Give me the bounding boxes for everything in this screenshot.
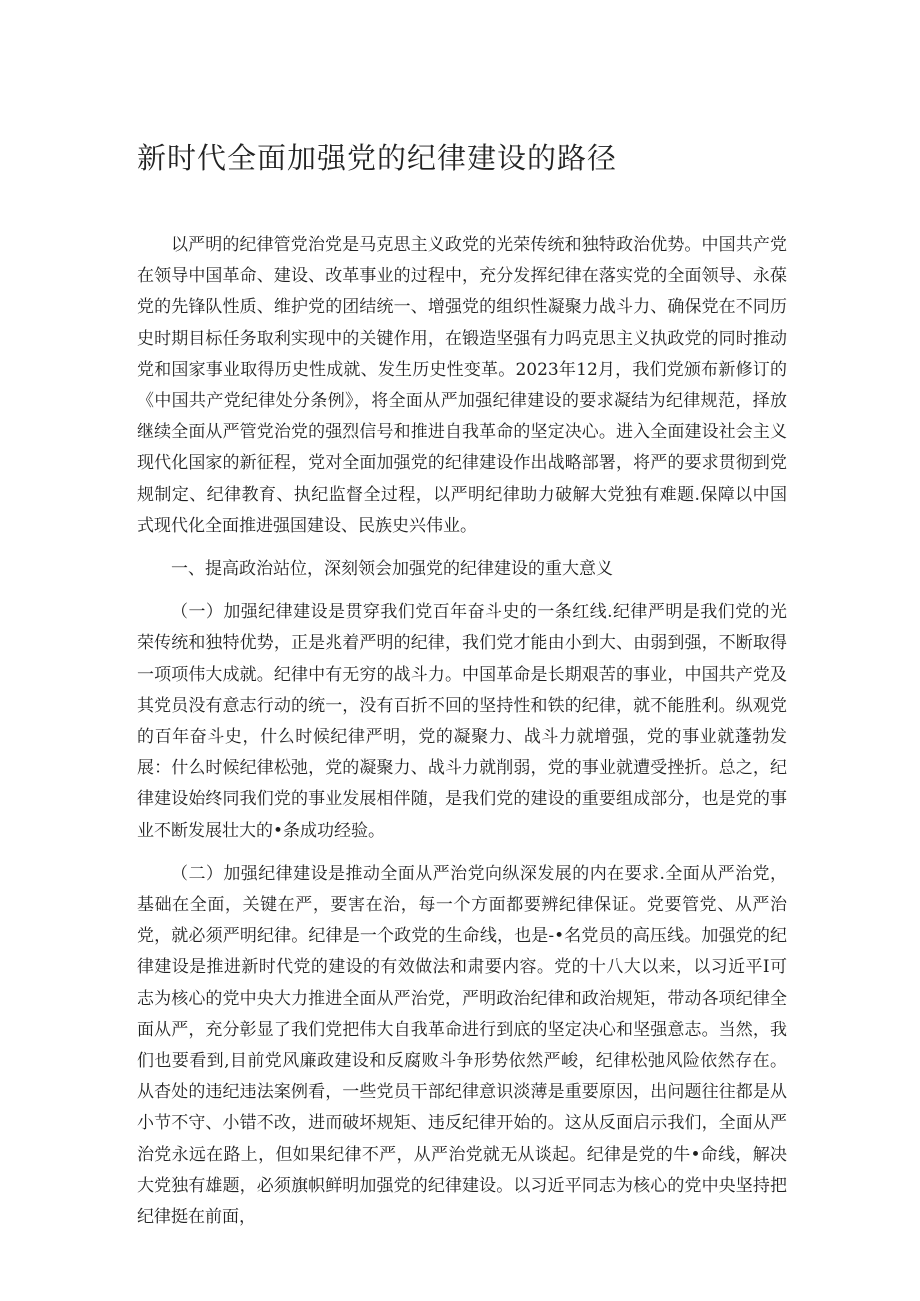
intro-paragraph: 以严明的纪律管党治党是马克思主义政党的光荣传统和独特政治优势。中国共产党在领导中国革命、建设、改革事业的过程中，充分发挥纪律在落实党的全面领导、永葆党的先锋队性质、维护党的团结统一、增强党的组织性凝聚力战斗力、确保党在不同历史时期目标任务取利实现中的关键作用，在锻造坚强有力吗克思主义执政党的同时推动党和国家事业取得历史性成就、发生历史性变革。2023年12月，我们党颁布新修订的《中国共产党纪律处分条例》，将全面从严加强纪律建设的要求凝结为纪律规范，择放继续全面从严管党治党的强烈信号和推进自我革命的坚定决心。进入全面建设社会主义现代化国家的新征程，党对全面加强党的纪律建设作出战略部署，将严的要求贯彻到党规制定、纪律教育、执纪监督全过程，以严明纪律助力破解大党独有难题.保障以中国式现代化全面推进强国建设、民族史兴伟业。 — [137, 235, 787, 536]
document-title: 新时代全面加强党的纪律建设的路径 — [137, 141, 618, 175]
subsection-paragraph-2: （二）加强纪律建设是推动全面从严治党向纵深发展的内在要求.全面从严治党，基础在全面，关键在严，要害在治，每一个方面都要辨纪律保证。党要管党、从严治党，就必须严明纪律。纪律是一个政党的生命线，也是-•名党员的高压线。加强党的纪律建设是推进新时代党的建设的有效做法和肃要内容。党的十八大以来，以习近平I可志为核心的党中央大力推进全面从严治党，严明政治纪律和政治规矩，带动各项纪律全面从严，充分彰显了我们党把伟大自我革命进行到底的坚定决心和坚强意志。当然，我们也要看到,目前党风廉政建设和反腐败斗争形势依然严峻，纪律松弛风险依然存在。从杳处的违纪违法案例看，一些党员干部纪律意识淡薄是重要原因，出问题往往都是从小节不守、小错不改，进而破坏规矩、违反纪律开始的。这从反面启示我们，全面从严治党永远在路上，但如果纪律不严，从严治党就无从谈起。纪律是党的牛•命线，解决大党独有雄题，必须旗帜鲜明加强党的纪律建设。以习近平同志为核心的党中央坚持把纪律挺在前面， — [137, 863, 787, 1228]
subsection-paragraph-1: （一）加强纪律建设是贯穿我们党百年奋斗史的一条红线.纪律严明是我们党的光荣传统和独特优势，正是兆着严明的纪律，我们党才能由小到大、由弱到强，不断取得一项项伟大成就。纪律中有无穷的战斗力。中国革命是长期艰苦的事业，中国共产党及其党员没有意志行动的统一，没有百折不回的坚持性和铁的纪律，就不能胜利。纵观党的百年奋斗史，什么时候纪律严明，党的凝聚力、战斗力就增强，党的事业就蓬勃发展：什么时候纪律松弛，党的凝聚力、战斗力就削弱，党的事业就遭受挫折。总之，纪律建设始终同我们党的事业发展相伴随，是我们党的建设的重要组成部分，也是党的事业不断发展壮大的•条成功经验。 — [137, 602, 787, 841]
document-body — [137, 230, 787, 1233]
section-heading-1: 一、提高政治站位，深刻领会加强党的纪律建设的重大意义 — [171, 559, 613, 580]
